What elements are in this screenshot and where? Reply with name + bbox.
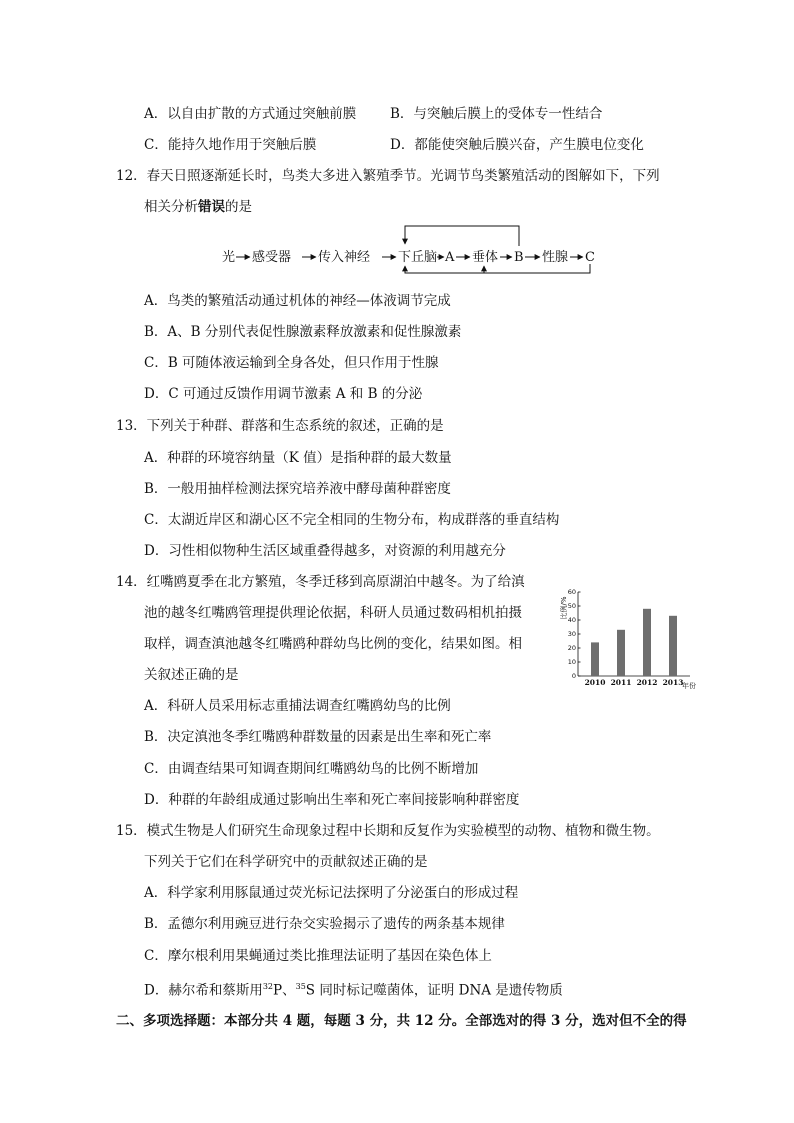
q12-stem-emphasis: 错误	[198, 199, 225, 215]
q15-stem-line1: 15．模式生物是人们研究生命现象过程中长期和反复作为实验模型的动物、植物和微生物。	[116, 823, 660, 839]
diagram-node-afferent-nerve: 传入神经	[318, 250, 371, 265]
q12-option-a: A．鸟类的繁殖活动通过机体的神经—体液调节完成	[144, 293, 451, 309]
q15-stem-line2: 下列关于它们在科学研究中的贡献叙述正确的是	[144, 854, 428, 870]
chart-y-tick-label: 10	[567, 658, 576, 667]
chart-y-tick-label: 0	[571, 672, 576, 681]
chart-x-axis-label: 年份	[682, 682, 696, 690]
q12-stem-line1: 12．春天日照逐渐延长时，鸟类大多进入繁殖季节。光调节鸟类繁殖活动的图解如下，下列	[116, 168, 660, 184]
q15-option-d-pre: D．赫尔希和蔡斯用	[144, 982, 263, 999]
q14-option-c: C．由调查结果可知调查期间红嘴鸥幼鸟的比例不断增加	[144, 761, 479, 777]
chart-y-axis-label: 比例/%	[560, 596, 568, 620]
q12-option-c: C．B 可随体液运输到全身各处，但只作用于性腺	[144, 355, 439, 371]
q12-stem-pre: 相关分析	[144, 199, 198, 215]
chart-x-tick-label: 2011	[610, 678, 632, 687]
q14-option-b: B．决定滇池冬季红嘴鸥种群数量的因素是出生率和死亡率	[144, 729, 492, 745]
q14-stem-line2: 池的越冬红嘴鸥管理提供理论依据，科研人员通过数码相机拍摄	[144, 605, 522, 621]
q12-option-d: D．C 可通过反馈作用调节激素 A 和 B 的分泌	[144, 386, 423, 402]
q12-stem-line2	[144, 198, 252, 216]
section-2-heading: 二、多项选择题：本部分共 4 题，每题 3 分，共 12 分。全部选对的得 3 分，选对但不全的得	[116, 1013, 687, 1029]
diagram-node-c: C	[585, 250, 595, 265]
q15-option-d-post: S 同时标记噬菌体，证明 DNA 是遗传物质	[305, 982, 563, 999]
q14-stem-line4: 关叙述正确的是	[144, 667, 239, 683]
chart-bar-2012	[643, 609, 651, 676]
q15-option-d-mid: P、	[273, 982, 296, 999]
q13-stem: 13．下列关于种群、群落和生态系统的叙述，正确的是	[116, 418, 444, 434]
diagram-node-receptor: 感受器	[252, 250, 292, 265]
chart-bar-2011	[617, 630, 625, 676]
q11-option-b: B．与突触后膜上的受体专一性结合	[390, 106, 603, 122]
chart-y-tick-label: 20	[567, 644, 576, 653]
diagram-node-gonad: 性腺	[542, 250, 569, 265]
q11-option-c: C．能持久地作用于突触后膜	[144, 137, 317, 153]
q12-stem-post: 的是	[225, 199, 252, 215]
q14-stem-line3: 取样，调查滇池越冬红嘴鸥种群幼鸟比例的变化，结果如图。相	[144, 636, 522, 652]
q14-option-d: D．种群的年龄组成通过影响出生率和死亡率间接影响种群密度	[144, 792, 520, 808]
chart-x-tick-label: 2013	[662, 678, 684, 687]
q15-option-c: C．摩尔根利用果蝇通过类比推理法证明了基因在染色体上	[144, 948, 492, 964]
diagram-node-b: B	[514, 250, 524, 265]
q15-option-a: A．科学家利用豚鼠通过荧光标记法探明了分泌蛋白的形成过程	[144, 885, 519, 901]
q14-option-a: A．科研人员采用标志重捕法调查红嘴鸥幼鸟的比例	[144, 698, 451, 714]
q13-option-c: C．太湖近岸区和湖心区不完全相同的生物分布，构成群落的垂直结构	[144, 512, 560, 528]
isotope-32: 32	[262, 982, 274, 991]
q13-option-d: D．习性相似物种生活区域重叠得越多，对资源的利用越充分	[144, 543, 506, 559]
diagram-node-a: A	[445, 250, 455, 265]
chart-bar-2013	[669, 616, 677, 676]
hormone-regulation-diagram	[222, 222, 602, 274]
q14-stem-line1: 14．红嘴鸥夏季在北方繁殖，冬季迁移到高原湖泊中越冬。为了给滇	[116, 574, 525, 590]
q12-option-b: B．A、B 分别代表促性腺激素释放激素和促性腺激素	[144, 324, 462, 340]
q13-option-b: B．一般用抽样检测法探究培养液中酵母菌种群密度	[144, 481, 451, 497]
chart-y-tick-label: 50	[567, 602, 576, 611]
chart-bar-2010	[591, 642, 599, 676]
chart-x-tick-label: 2012	[636, 678, 658, 687]
isotope-35: 35	[295, 982, 306, 991]
q15-option-b: B．孟德尔利用豌豆进行杂交实验揭示了遗传的两条基本规律	[144, 916, 505, 932]
q11-option-a: A．以自由扩散的方式通过突触前膜	[144, 106, 357, 122]
diagram-node-light: 光	[222, 250, 236, 265]
diagram-node-hypothalamus: 下丘脑	[398, 250, 438, 265]
chart-y-tick-label: 30	[567, 630, 576, 639]
chart-y-tick-label: 40	[567, 616, 576, 625]
q15-option-d	[144, 978, 563, 1000]
q11-option-d: D．都能使突触后膜兴奋，产生膜电位变化	[390, 137, 644, 153]
juvenile-ratio-bar-chart	[560, 586, 700, 692]
q13-option-a: A．种群的环境容纳量（K 值）是指种群的最大数量	[144, 450, 452, 466]
diagram-node-pituitary: 垂体	[472, 250, 499, 265]
chart-x-tick-label: 2010	[584, 678, 606, 687]
chart-y-tick-label: 60	[567, 588, 576, 597]
